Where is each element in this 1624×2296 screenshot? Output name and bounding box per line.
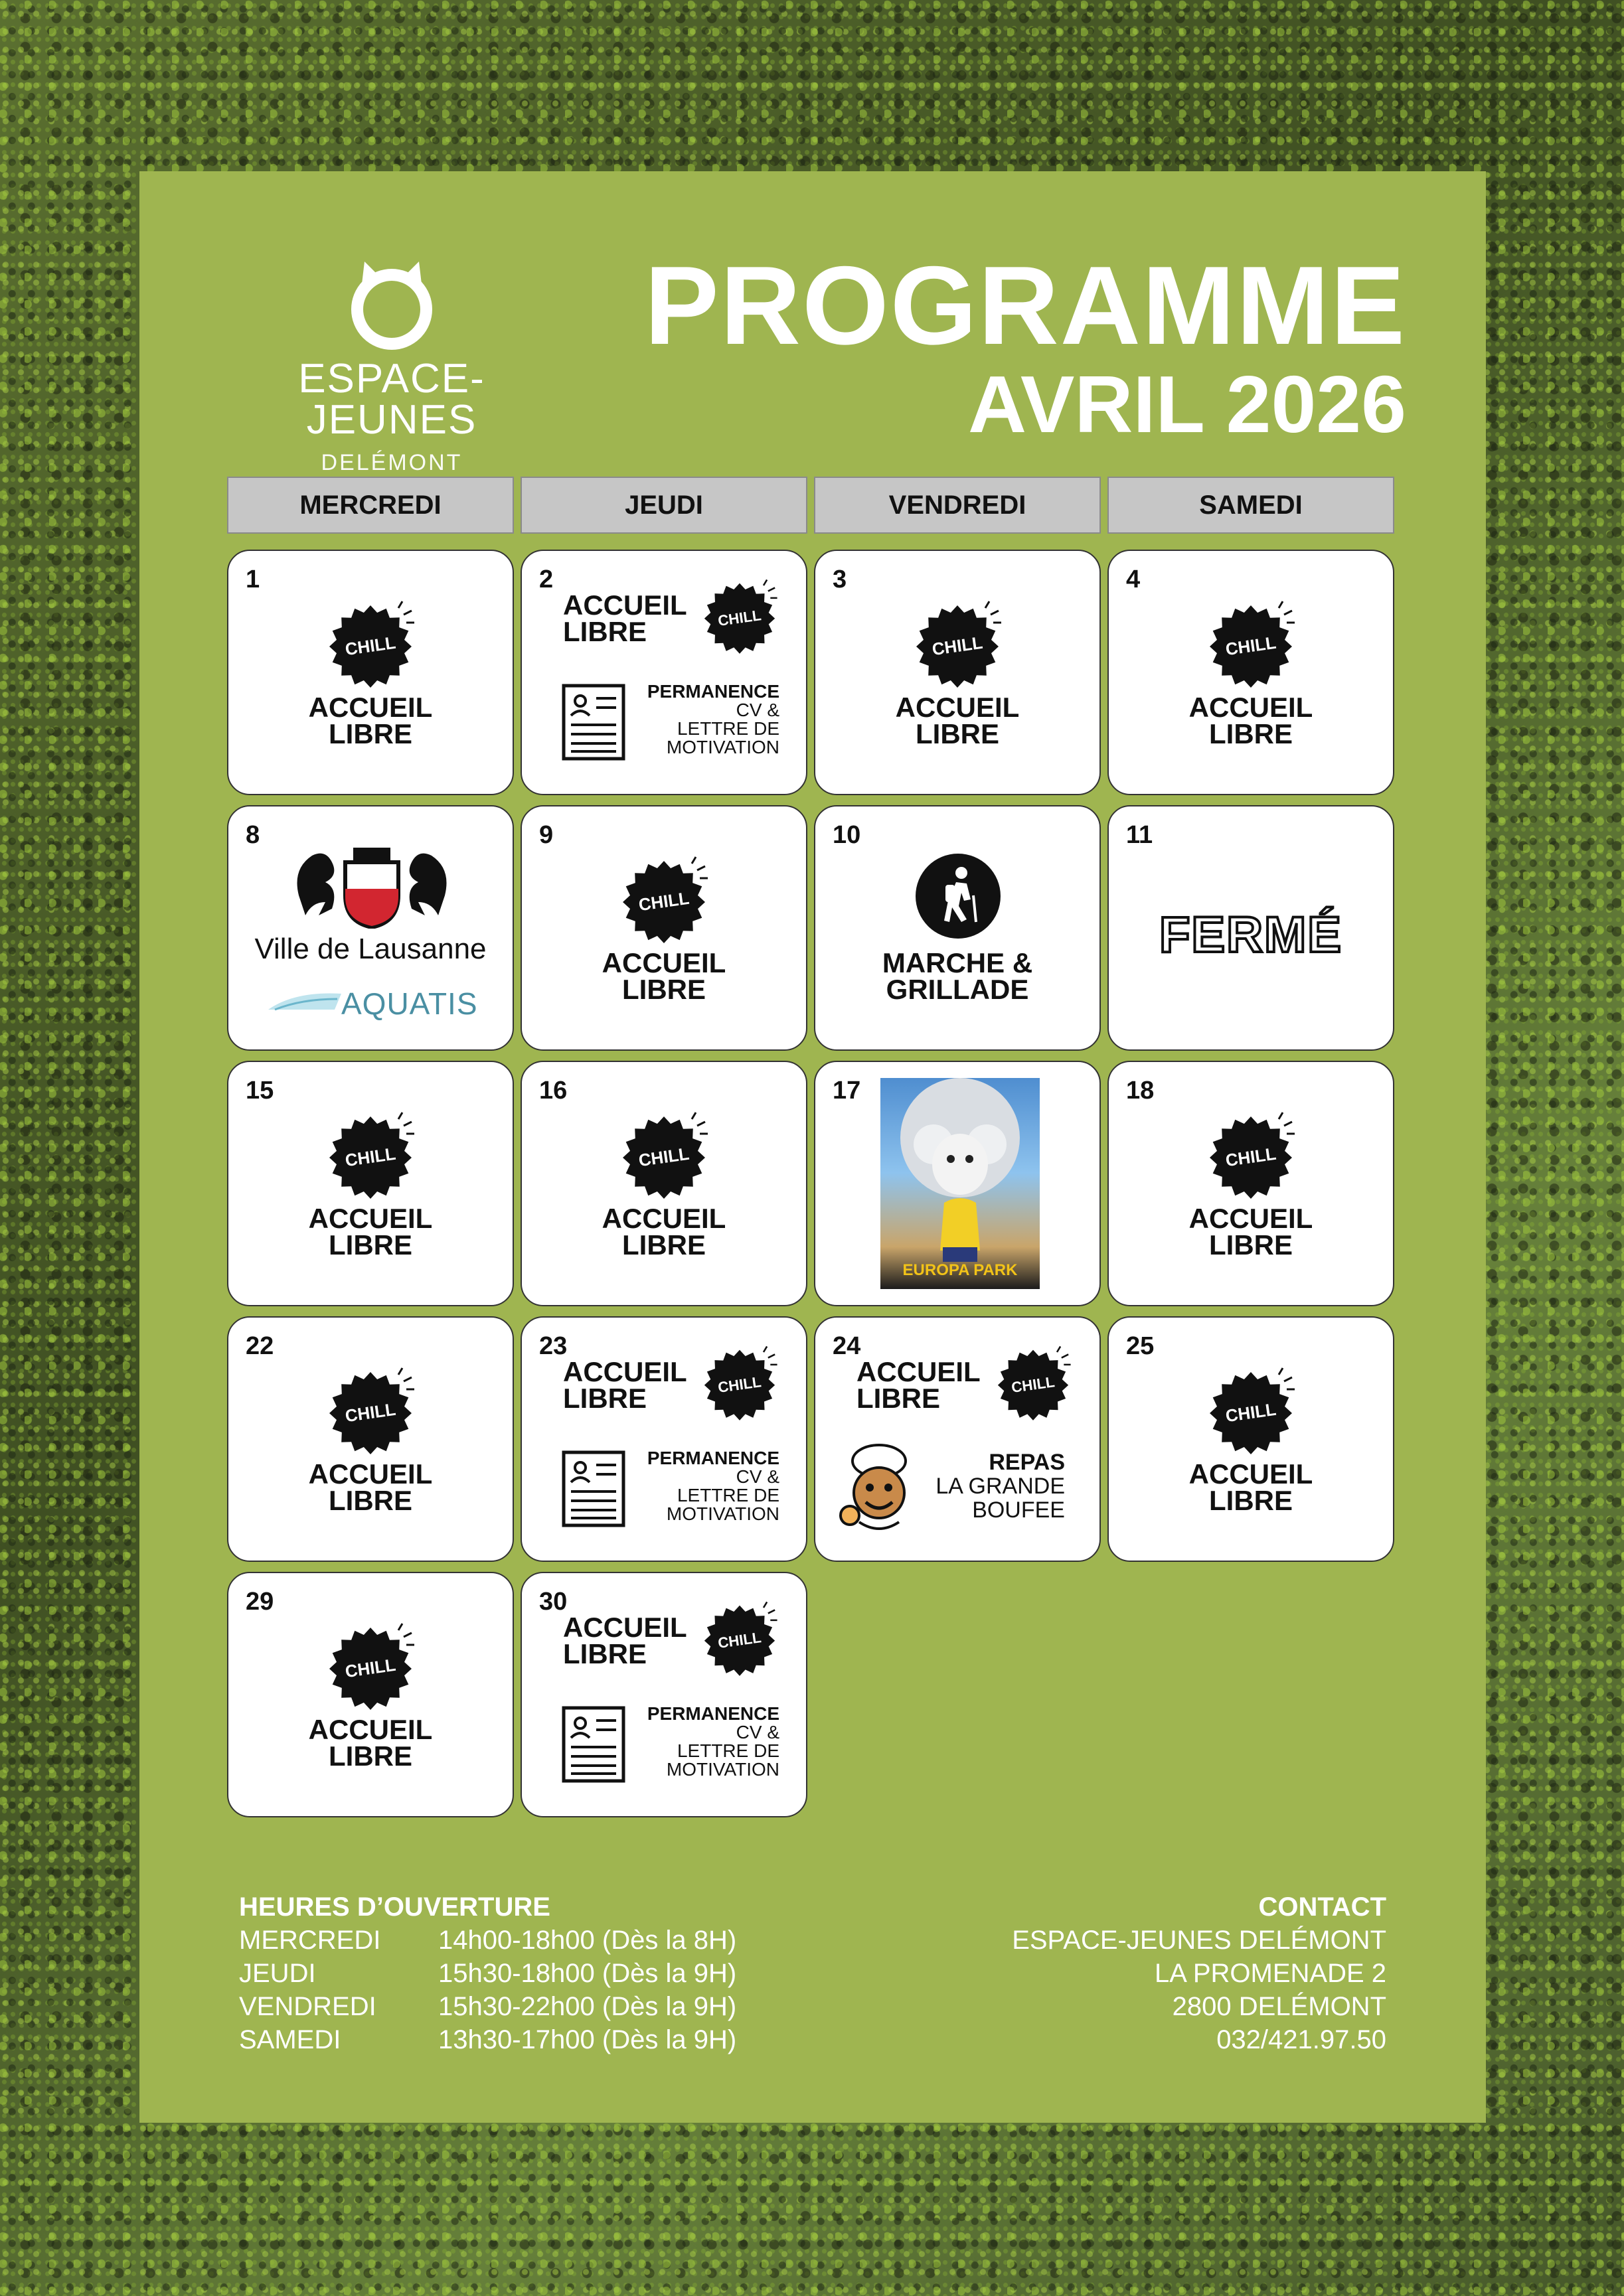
calendar-cell-1 [227, 550, 514, 795]
activity-label: ACCUEIL LIBRE [602, 1203, 726, 1261]
permanence-label: PERMANENCE CV & LETTRE DE MOTIVATION [647, 1448, 779, 1524]
calendar-cell-23 [521, 1316, 807, 1562]
day-header-vendredi: VENDREDI [814, 477, 1101, 534]
program-title [644, 243, 1406, 449]
svg-text:CHILL: CHILL [1224, 1399, 1277, 1426]
activity-label: ACCUEIL LIBRE [1188, 1458, 1313, 1516]
svg-text:CHILL: CHILL [1224, 1143, 1277, 1171]
activity-label: ACCUEIL LIBRE [563, 1612, 687, 1669]
permanence-label: PERMANENCE CV & LETTRE DE MOTIVATION [647, 1703, 779, 1780]
contact-line: ESPACE-JEUNES DELÉMONT [1012, 1926, 1386, 1955]
cv-document-icon [562, 1450, 625, 1531]
hours-row: JEUDI 15h30-18h00 (Dès la 9H) [239, 1959, 737, 1988]
activity-label: ACCUEIL LIBRE [308, 1458, 433, 1516]
calendar-cell-15 [227, 1061, 514, 1306]
calendar-cell-16 [521, 1061, 807, 1306]
date-number: 4 [1126, 566, 1141, 593]
svg-text:CHILL: CHILL [1010, 1373, 1056, 1397]
date-number: 8 [246, 821, 260, 849]
espace-jeunes-logo [226, 258, 558, 475]
europa-park-mascot-icon [880, 1078, 1040, 1289]
date-number: 18 [1126, 1077, 1155, 1105]
activity-label: ACCUEIL LIBRE [563, 589, 687, 647]
hours-row: MERCREDI 14h00-18h00 (Dès la 8H) [239, 1926, 737, 1955]
svg-text:CHILL: CHILL [930, 632, 984, 660]
svg-text:CHILL: CHILL [1224, 632, 1277, 660]
cv-document-icon [562, 1706, 625, 1786]
date-number: 29 [246, 1588, 274, 1616]
chill-badge-icon [324, 1110, 417, 1206]
contact-phone: 032/421.97.50 [1216, 2025, 1386, 2054]
date-number: 30 [539, 1588, 568, 1616]
activity-label: ACCUEIL LIBRE [1188, 1203, 1313, 1261]
chill-badge-icon [324, 1621, 417, 1717]
europa-park-poster [880, 1078, 1040, 1289]
chill-badge-icon [993, 1344, 1073, 1427]
calendar-cell-29 [227, 1572, 514, 1817]
opening-hours [239, 1890, 736, 2056]
svg-text:CHILL: CHILL [716, 1373, 763, 1397]
calendar-cell-8 [227, 805, 514, 1051]
title-line1: PROGRAMME [644, 243, 1406, 368]
title-line2: AVRIL 2026 [967, 359, 1406, 449]
chill-badge-icon [700, 1344, 779, 1427]
svg-text:CHILL: CHILL [343, 1399, 397, 1426]
chill-badge-icon [617, 1110, 710, 1206]
contact-line: 2800 DELÉMONT [1172, 1992, 1386, 2021]
date-number: 25 [1126, 1332, 1155, 1360]
closed-label: FERMÉ [1159, 907, 1342, 963]
cv-document-icon [562, 684, 625, 764]
calendar-cell-22 [227, 1316, 514, 1562]
date-number: 16 [539, 1077, 568, 1105]
date-number: 11 [1126, 821, 1153, 849]
date-number: 15 [246, 1077, 274, 1105]
chill-badge-icon [1204, 1365, 1297, 1462]
calendar-cell-11 [1107, 805, 1394, 1051]
date-number: 10 [833, 821, 861, 849]
opening-hours-title: HEURES D’OUVERTURE [239, 1892, 550, 1922]
contact-title: CONTACT [1258, 1892, 1386, 1922]
day-header-mercredi: MERCREDI [227, 477, 514, 534]
date-number: 1 [246, 566, 260, 593]
svg-text:CHILL: CHILL [716, 1629, 763, 1652]
aquatis-building-icon [268, 987, 341, 1014]
cat-ring-icon [342, 258, 442, 350]
chill-badge-icon [700, 1600, 779, 1683]
chill-badge-icon [324, 1365, 417, 1462]
europa-park-label: EUROPA PARK [902, 1261, 1018, 1279]
activity-label: ACCUEIL LIBRE [895, 692, 1020, 749]
activity-label: ACCUEIL LIBRE [602, 947, 726, 1005]
activity-label: ACCUEIL LIBRE [856, 1356, 981, 1414]
calendar-cell-17 [814, 1061, 1101, 1306]
calendar-cell-9 [521, 805, 807, 1051]
repas-label: REPAS LA GRANDE BOUFEE [935, 1450, 1065, 1523]
lausanne-coat-of-arms-icon [292, 842, 451, 929]
chill-badge-icon [1204, 599, 1297, 695]
svg-text:CHILL: CHILL [343, 632, 397, 660]
chill-badge-icon [700, 577, 779, 660]
svg-text:CHILL: CHILL [637, 887, 690, 915]
activity-label: ACCUEIL LIBRE [563, 1356, 687, 1414]
activity-label: ACCUEIL LIBRE [308, 692, 433, 749]
date-number: 24 [833, 1332, 861, 1360]
calendar-cell-25 [1107, 1316, 1394, 1562]
day-header-samedi: SAMEDI [1107, 477, 1394, 534]
calendar-cell-30 [521, 1572, 807, 1817]
activity-label: ACCUEIL LIBRE [1188, 692, 1313, 749]
logo-city: DELÉMONT [321, 450, 463, 475]
hiking-icon [915, 853, 1001, 939]
calendar-cell-18 [1107, 1061, 1394, 1306]
calendar-cell-2 [521, 550, 807, 795]
chef-mascot-icon [839, 1442, 912, 1535]
permanence-label: PERMANENCE CV & LETTRE DE MOTIVATION [647, 681, 779, 757]
svg-text:CHILL: CHILL [716, 607, 763, 630]
activity-label: ACCUEIL LIBRE [308, 1203, 433, 1261]
contact-line: LA PROMENADE 2 [1154, 1959, 1386, 1988]
svg-text:CHILL: CHILL [343, 1143, 397, 1171]
hours-row: SAMEDI 13h30-17h00 (Dès la 9H) [239, 2025, 737, 2054]
day-header-jeudi: JEUDI [521, 477, 807, 534]
chill-badge-icon [911, 599, 1004, 695]
lausanne-label: Ville de Lausanne [254, 933, 487, 965]
date-number: 17 [833, 1077, 861, 1105]
chill-badge-icon [324, 599, 417, 695]
date-number: 2 [539, 566, 554, 593]
calendar-cell-3 [814, 550, 1101, 795]
calendar-cell-4 [1107, 550, 1394, 795]
contact-block [1012, 1890, 1386, 2056]
activity-label: MARCHE & GRILLADE [882, 947, 1033, 1005]
chill-badge-icon [1204, 1110, 1297, 1206]
svg-text:CHILL: CHILL [343, 1654, 397, 1682]
date-number: 23 [539, 1332, 568, 1360]
date-number: 9 [539, 821, 554, 849]
chill-badge-icon [617, 854, 710, 951]
date-number: 3 [833, 566, 847, 593]
date-number: 22 [246, 1332, 274, 1360]
hours-row: VENDREDI 15h30-22h00 (Dès la 9H) [239, 1992, 737, 2021]
svg-text:CHILL: CHILL [637, 1143, 690, 1171]
program-poster [139, 171, 1486, 2123]
activity-label: ACCUEIL LIBRE [308, 1714, 433, 1772]
aquatis-logo: AQUATIS [341, 986, 478, 1021]
logo-name: ESPACE-JEUNES [298, 356, 485, 443]
calendar-cell-24 [814, 1316, 1101, 1562]
calendar-cell-10 [814, 805, 1101, 1051]
